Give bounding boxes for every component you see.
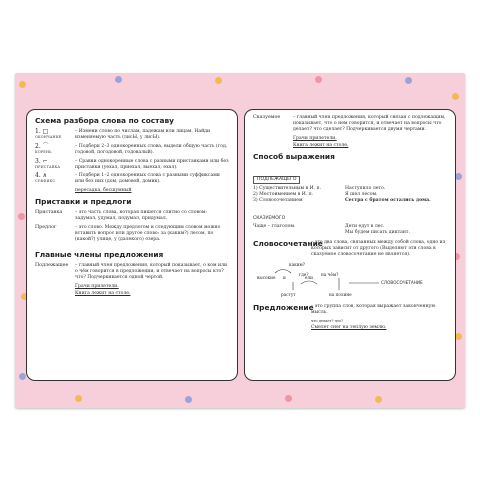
phrase-diagram <box>253 260 447 300</box>
cat-sticker <box>185 396 192 403</box>
root-icon: 2. ⌒ <box>35 142 49 150</box>
cat-sticker <box>215 77 222 84</box>
cat-sticker <box>455 333 462 340</box>
morph-text: – Сравни однокоренные слова с разными приставками или без приставки (уехал, приехал, выехал, ехал). <box>75 158 229 170</box>
members-example-2: Книга лежит на столе. <box>75 290 131 296</box>
cat-sticker <box>19 81 26 88</box>
predicate-text: – главный член предложения, который связан с подлежащим, показывает, что о нем говорится, и отвечает на вопросы что делает? что сделает? Подчеркивается двумя чертами. <box>293 115 446 133</box>
morph-text: – Подбери 1–2 однокоренных слова с разными суффиксами или без них (дом, домовой, домик). <box>75 173 220 185</box>
phrase-text: – это два слова, связанных между собой слова, одно из которых зависит от другого (Выделяют эти слова в сказуемое словосочетание не является). <box>311 239 446 257</box>
cat-sticker <box>315 76 322 83</box>
morph-title: Схема разбора слова по составу <box>35 116 174 125</box>
prefix-icon: 3. ⌐ <box>35 157 48 165</box>
members-label: Подлежащее <box>35 262 69 268</box>
root-caption: КОРЕНЬ <box>35 149 52 154</box>
diagram-word: на полине <box>329 292 352 298</box>
prep-title: Приставки и предлоги <box>35 196 132 206</box>
phrase-row <box>253 240 447 258</box>
prep-label: Приставка <box>35 210 63 216</box>
prefix-caption: ПРИСТАВКА <box>35 164 61 169</box>
morph-item <box>35 144 229 156</box>
prep-label: Предлог <box>35 224 57 230</box>
members-row <box>35 263 229 281</box>
diagram-word: ели <box>305 275 313 281</box>
predicate-head: СКАЗУЕМОГО <box>253 216 286 222</box>
morph-item <box>35 129 229 141</box>
predicate-item: Мы будем писать диктант. <box>345 230 410 236</box>
members-text: – главный член предложения, который показывает, о ком или о чём говорится в предложении, и отвечает на вопросы кто? что? Подчеркивается одной чертой. <box>75 262 228 280</box>
cat-sticker <box>18 213 25 220</box>
cat-sticker <box>452 93 459 100</box>
morph-example: пересадка, бесшумный <box>75 187 132 193</box>
diagram-tag: СЛОВОСОЧЕТАНИЕ <box>381 280 423 286</box>
morph-text: – Подбери 2–3 однокоренных слова, выдели общую часть (год, годовой, погодовой, годовалый). <box>75 143 228 155</box>
cat-sticker <box>455 173 462 180</box>
cat-sticker <box>75 395 82 402</box>
predicate-row <box>253 115 447 133</box>
cat-sticker <box>285 395 292 402</box>
diagram-question: где? <box>299 272 309 278</box>
subject-head: ПОДЛЕЖАЩЕГО <box>253 176 300 184</box>
members-example-1: Грачи прилетели. <box>75 283 119 289</box>
expression-item: 1) Существительным в И. п. Наступило лето. <box>253 186 386 192</box>
diagram-word: растут <box>281 292 296 298</box>
cat-sticker <box>405 77 412 84</box>
suffix-caption: СУФФИКС <box>35 179 56 184</box>
diagram-question: каким? <box>289 262 306 268</box>
sentence-row <box>253 304 447 316</box>
sentence-question: что делает? что? <box>311 319 344 324</box>
expression-item: 2) Местоимением в И. п. Я шел лесом. <box>253 192 378 198</box>
sentence-example: Смелет снег на теплую землю. <box>311 324 387 330</box>
diagram-word: высокие <box>257 275 276 281</box>
diagram-question: на чём? <box>321 272 339 278</box>
prep-row <box>35 225 229 243</box>
ending-caption: ОКОНЧАНИЕ <box>35 135 62 140</box>
diagram-word: и <box>283 275 286 281</box>
morph-item <box>35 173 229 185</box>
right-page <box>244 109 456 381</box>
morph-text: – Измени слово по числам, падежам или лицам. Найди изменяемую часть (лисЫ, у лисЫ). <box>75 129 211 141</box>
cat-sticker <box>19 373 26 380</box>
cat-sticker <box>115 76 122 83</box>
sentence-text: – это группа слов, которая выражает законченную мысль. <box>311 304 436 316</box>
predicate-example-2: Книга лежит на столе. <box>293 142 349 148</box>
predicate-item: Чаще – глаголом. Дети едут в лес. <box>253 224 385 230</box>
expression-item: 3) Словосочетанием Сестра с братом остались дома. <box>253 198 431 204</box>
predicate-example-1: Грачи прилетели. <box>293 135 337 141</box>
prep-text: – это слово. Между предлогом и следующим словом можно вставить вопрос или другое слово: за (каким?) лесом, по (какой?) улице, у (далекого) озера. <box>75 224 221 242</box>
cat-sticker <box>375 396 382 403</box>
sentence-title: Предложение <box>253 303 314 313</box>
ending-icon: 1. □ <box>35 128 49 136</box>
expression-title: Способ выражения <box>253 151 335 161</box>
left-page <box>26 109 238 381</box>
predicate-label: Сказуемое <box>253 115 281 120</box>
prep-text: – это часть слова, которая пишется слитно со словом: задумал, удумал, подумал, придумал. <box>75 210 207 222</box>
suffix-icon: 4. ∧ <box>35 172 48 180</box>
members-title: Главные члены предложения <box>35 249 164 259</box>
morph-item <box>35 159 229 171</box>
phrase-title: Словосочетание <box>253 238 323 248</box>
prep-row <box>35 210 229 222</box>
